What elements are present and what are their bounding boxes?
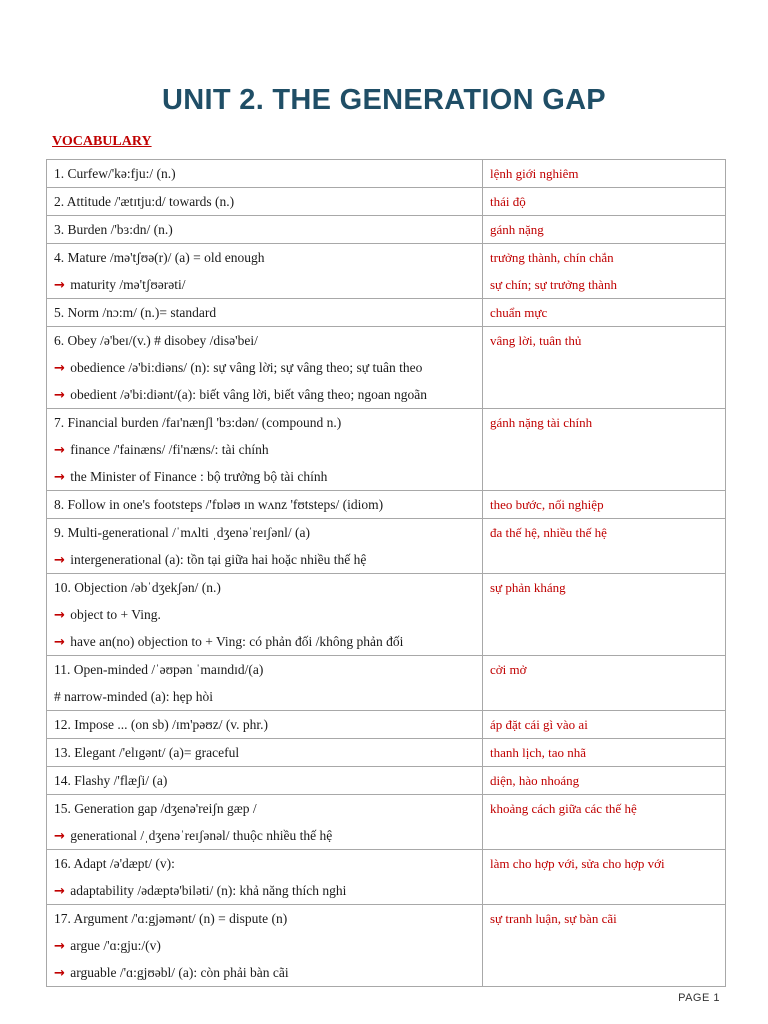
meaning-cell [483, 244, 726, 299]
term-headword [54, 491, 482, 518]
term-headword [54, 409, 482, 436]
meaning-text: diện, hào nhoáng [490, 773, 580, 788]
vocab-row [47, 656, 726, 711]
term-text: 2. Attitude /'ætɪtju:d/ towards (n.) [54, 194, 235, 209]
term-text: 6. Obey /ə'beɪ/(v.) # disobey /disə'bei/ [54, 333, 258, 348]
arrow-right-icon: → [54, 939, 65, 954]
term-text: # narrow-minded (a): hẹp hòi [54, 689, 213, 704]
term-subline [54, 601, 482, 628]
vocab-row [47, 244, 726, 299]
meaning-text: sự phản kháng [490, 580, 566, 595]
term-cell [47, 491, 483, 519]
vocab-row [47, 409, 726, 491]
term-cell [47, 188, 483, 216]
term-text: adaptability /ədæptə'biləti/ (n): khả năng thích nghi [70, 883, 347, 898]
meaning-text: thanh lịch, tao nhã [490, 745, 587, 760]
meaning-text: thái độ [490, 194, 526, 209]
term-text: 4. Mature /mə'tʃʊə(r)/ (a) = old enough [54, 250, 265, 265]
meaning-cell [483, 409, 726, 491]
term-subline [54, 271, 482, 298]
term-headword [54, 574, 482, 601]
meaning-text: chuẩn mực [490, 305, 548, 320]
term-headword [54, 160, 482, 187]
term-headword [54, 188, 482, 215]
vocab-row [47, 711, 726, 739]
meaning-text: đa thế hệ, nhiều thế hệ [490, 525, 607, 540]
term-headword [54, 656, 482, 683]
term-headword [54, 905, 482, 932]
meaning-text: lệnh giới nghiêm [490, 166, 579, 181]
meaning-cell [483, 850, 726, 905]
term-text: 15. Generation gap /dʒenə'reiʃn gæp / [54, 801, 257, 816]
term-cell [47, 299, 483, 327]
meaning-text: sự tranh luận, sự bàn cãi [490, 911, 617, 926]
section-heading: VOCABULARY [52, 134, 152, 149]
arrow-right-icon: → [54, 388, 65, 403]
arrow-right-icon: → [54, 608, 65, 623]
vocab-row [47, 850, 726, 905]
meaning-cell [483, 491, 726, 519]
term-text: obedient /ə'bi:diənt/(a): biết vâng lời, biết vâng theo; ngoan ngoãn [70, 387, 428, 402]
term-subline [54, 628, 482, 655]
meaning-cell [483, 574, 726, 656]
vocabulary-table [46, 159, 726, 987]
term-headword [54, 711, 482, 738]
meaning-text: gánh nặng tài chính [490, 415, 593, 430]
term-subline [54, 463, 482, 490]
term-text: the Minister of Finance : bộ trưởng bộ tài chính [70, 469, 328, 484]
term-text: arguable /'ɑ:gjʊəbl/ (a): còn phải bàn cãi [70, 965, 289, 980]
term-text: 7. Financial burden /faɪ'nænʃl 'bɜ:dən/ (compound n.) [54, 415, 342, 430]
meaning-text: trưởng thành, chín chắn [490, 250, 614, 265]
term-text: intergenerational (a): tồn tại giữa hai hoặc nhiều thế hệ [70, 552, 367, 567]
term-cell [47, 739, 483, 767]
vocab-row [47, 327, 726, 409]
term-cell [47, 160, 483, 188]
term-subline [54, 877, 482, 904]
term-text: 5. Norm /nɔ:m/ (n.)= standard [54, 305, 217, 320]
vocab-row [47, 188, 726, 216]
term-cell [47, 216, 483, 244]
arrow-right-icon: → [54, 443, 65, 458]
vocab-row [47, 739, 726, 767]
vocab-row [47, 519, 726, 574]
meaning-cell [483, 327, 726, 409]
term-text: 8. Follow in one's footsteps /'fɒləʊ ɪn wʌnz 'fʊtsteps/ (idiom) [54, 497, 384, 512]
term-text: 17. Argument /'ɑ:gjəmənt/ (n) = dispute (n) [54, 911, 288, 926]
vocab-row [47, 574, 726, 656]
term-cell [47, 905, 483, 987]
term-subline [54, 683, 482, 710]
term-subline [54, 932, 482, 959]
term-headword [54, 767, 482, 794]
term-text: obedience /ə'bi:diəns/ (n): sự vâng lời; sự vâng theo; sự tuân theo [70, 360, 423, 375]
meaning-cell [483, 711, 726, 739]
term-cell [47, 519, 483, 574]
term-text: 14. Flashy /'flæʃi/ (a) [54, 773, 168, 788]
term-text: 1. Curfew/'kə:fju:/ (n.) [54, 166, 176, 181]
term-subline [54, 822, 482, 849]
meaning-cell [483, 188, 726, 216]
term-cell [47, 656, 483, 711]
term-text: 12. Impose ... (on sb) /ɪm'pəʊz/ (v. phr.) [54, 717, 269, 732]
term-cell [47, 409, 483, 491]
term-cell [47, 574, 483, 656]
meaning-cell [483, 905, 726, 987]
arrow-right-icon: → [54, 829, 65, 844]
arrow-right-icon: → [54, 470, 65, 485]
meaning-text: cởi mở [490, 662, 527, 677]
term-headword [54, 739, 482, 766]
term-subline [54, 436, 482, 463]
term-cell [47, 327, 483, 409]
term-cell [47, 850, 483, 905]
term-subline [54, 546, 482, 573]
meaning-cell [483, 216, 726, 244]
meaning-text: làm cho hợp với, sửa cho hợp với [490, 856, 665, 871]
term-text: object to + Ving. [70, 607, 161, 622]
meaning-cell [483, 519, 726, 574]
term-headword [54, 299, 482, 326]
arrow-right-icon: → [54, 278, 65, 293]
arrow-right-icon: → [54, 361, 65, 376]
meaning-text: gánh nặng [490, 222, 544, 237]
meaning-text: khoảng cách giữa các thế hệ [490, 801, 637, 816]
term-text: maturity /mə'tʃʊərəti/ [70, 277, 186, 292]
vocab-row [47, 905, 726, 987]
term-cell [47, 244, 483, 299]
meaning-cell [483, 299, 726, 327]
meaning-text: sự chín; sự trưởng thành [490, 277, 617, 292]
term-headword [54, 244, 482, 271]
term-headword [54, 795, 482, 822]
term-text: 13. Elegant /'elɪgənt/ (a)= graceful [54, 745, 240, 760]
term-text: 9. Multi-generational /ˈmʌlti ˌdʒenəˈreɪʃənl/ (a) [54, 525, 311, 540]
term-text: generational /ˌdʒenəˈreɪʃənəl/ thuộc nhiều thế hệ [70, 828, 333, 843]
term-text: argue /'ɑ:gju:/(v) [70, 938, 161, 953]
meaning-text: vâng lời, tuân thủ [490, 333, 582, 348]
page-title: UNIT 2. THE GENERATION GAP [162, 84, 606, 116]
term-headword [54, 216, 482, 243]
meaning-text: áp đặt cái gì vào ai [490, 717, 588, 732]
meaning-text: theo bước, nối nghiệp [490, 497, 604, 512]
vocab-row [47, 216, 726, 244]
vocab-row [47, 299, 726, 327]
term-headword [54, 327, 482, 354]
term-subline [54, 381, 482, 408]
term-cell [47, 711, 483, 739]
vocab-row [47, 160, 726, 188]
term-headword [54, 850, 482, 877]
term-text: 10. Objection /əbˈdʒekʃən/ (n.) [54, 580, 221, 595]
term-text: 16. Adapt /ə'dæpt/ (v): [54, 856, 175, 871]
term-cell [47, 767, 483, 795]
arrow-right-icon: → [54, 966, 65, 981]
page-number: PAGE 1 [678, 992, 720, 1004]
term-text: 11. Open-minded /ˈəʊpən ˈmaɪndɪd/(a) [54, 662, 264, 677]
term-subline [54, 354, 482, 381]
meaning-cell [483, 767, 726, 795]
arrow-right-icon: → [54, 553, 65, 568]
vocab-row [47, 795, 726, 850]
vocab-row [47, 767, 726, 795]
arrow-right-icon: → [54, 884, 65, 899]
arrow-right-icon: → [54, 635, 65, 650]
term-headword [54, 519, 482, 546]
term-text: finance /'fainæns/ /fi'næns/: tài chính [70, 442, 269, 457]
vocab-row [47, 491, 726, 519]
term-text: 3. Burden /'bɜ:dn/ (n.) [54, 222, 173, 237]
meaning-cell [483, 795, 726, 850]
meaning-cell [483, 656, 726, 711]
term-cell [47, 795, 483, 850]
meaning-cell [483, 739, 726, 767]
term-text: have an(no) objection to + Ving: có phản đối /không phản đối [70, 634, 404, 649]
meaning-cell [483, 160, 726, 188]
term-subline [54, 959, 482, 986]
